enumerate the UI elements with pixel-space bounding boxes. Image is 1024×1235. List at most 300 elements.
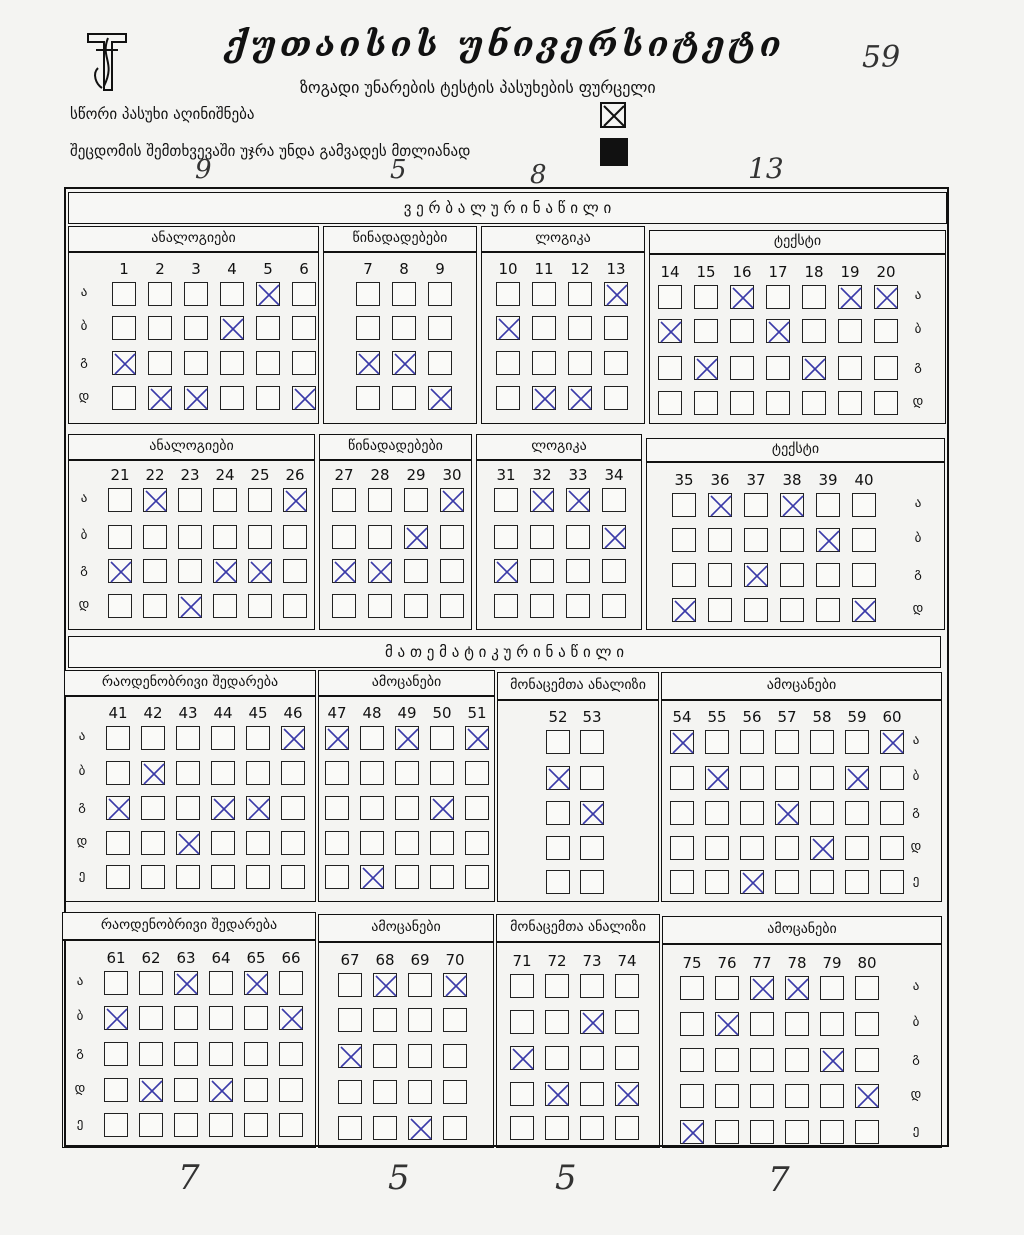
answer-box-q63-ა-marked[interactable] bbox=[174, 971, 198, 995]
answer-box-q10-ბ-marked[interactable] bbox=[496, 316, 520, 340]
answer-box-q79-ა[interactable] bbox=[820, 976, 844, 1000]
answer-box-q33-გ[interactable] bbox=[566, 559, 590, 583]
answer-box-q19-ბ[interactable] bbox=[838, 319, 862, 343]
answer-box-q12-ა[interactable] bbox=[568, 282, 592, 306]
answer-box-q62-ე[interactable] bbox=[139, 1113, 163, 1137]
answer-box-q2-ა[interactable] bbox=[148, 282, 172, 306]
answer-box-q63-ბ[interactable] bbox=[174, 1006, 198, 1030]
answer-box-q78-ა-marked[interactable] bbox=[785, 976, 809, 1000]
answer-box-q6-ა[interactable] bbox=[292, 282, 316, 306]
answer-box-q37-ბ[interactable] bbox=[744, 528, 768, 552]
answer-box-q30-ბ[interactable] bbox=[440, 525, 464, 549]
answer-box-q40-ა[interactable] bbox=[852, 493, 876, 517]
answer-box-q54-ა-marked[interactable] bbox=[670, 730, 694, 754]
answer-box-q29-ბ-marked[interactable] bbox=[404, 525, 428, 549]
answer-box-q26-ბ[interactable] bbox=[283, 525, 307, 549]
answer-box-q75-გ[interactable] bbox=[680, 1048, 704, 1072]
answer-box-q67-ა[interactable] bbox=[338, 973, 362, 997]
answer-box-q52-ა[interactable] bbox=[546, 730, 570, 754]
answer-box-q61-დ[interactable] bbox=[104, 1078, 128, 1102]
answer-box-q42-ე[interactable] bbox=[141, 865, 165, 889]
answer-box-q31-გ-marked[interactable] bbox=[494, 559, 518, 583]
answer-box-q42-დ[interactable] bbox=[141, 831, 165, 855]
answer-box-q53-დ[interactable] bbox=[580, 836, 604, 860]
answer-box-q2-ბ[interactable] bbox=[148, 316, 172, 340]
answer-box-q51-ა-marked[interactable] bbox=[465, 726, 489, 750]
answer-box-q39-ა[interactable] bbox=[816, 493, 840, 517]
answer-box-q22-დ[interactable] bbox=[143, 594, 167, 618]
answer-box-q9-გ[interactable] bbox=[428, 351, 452, 375]
answer-box-q71-დ[interactable] bbox=[510, 1082, 534, 1106]
answer-box-q59-ე[interactable] bbox=[845, 870, 869, 894]
answer-box-q15-დ[interactable] bbox=[694, 391, 718, 415]
answer-box-q77-ე[interactable] bbox=[750, 1120, 774, 1144]
answer-box-q79-ე[interactable] bbox=[820, 1120, 844, 1144]
answer-box-q42-ბ-marked[interactable] bbox=[141, 761, 165, 785]
answer-box-q66-ბ-marked[interactable] bbox=[279, 1006, 303, 1030]
answer-box-q32-გ[interactable] bbox=[530, 559, 554, 583]
answer-box-q74-ა[interactable] bbox=[615, 974, 639, 998]
answer-box-q22-ბ[interactable] bbox=[143, 525, 167, 549]
answer-box-q21-ბ[interactable] bbox=[108, 525, 132, 549]
answer-box-q3-დ-marked[interactable] bbox=[184, 386, 208, 410]
answer-box-q3-ა[interactable] bbox=[184, 282, 208, 306]
answer-box-q5-გ[interactable] bbox=[256, 351, 280, 375]
answer-box-q7-დ[interactable] bbox=[356, 386, 380, 410]
answer-box-q30-დ[interactable] bbox=[440, 594, 464, 618]
answer-box-q68-ა-marked[interactable] bbox=[373, 973, 397, 997]
answer-box-q44-ბ[interactable] bbox=[211, 761, 235, 785]
answer-box-q73-ბ-marked[interactable] bbox=[580, 1010, 604, 1034]
answer-box-q76-ე[interactable] bbox=[715, 1120, 739, 1144]
answer-box-q70-ბ[interactable] bbox=[443, 1008, 467, 1032]
answer-box-q49-ა-marked[interactable] bbox=[395, 726, 419, 750]
answer-box-q6-გ[interactable] bbox=[292, 351, 316, 375]
answer-box-q1-გ-marked[interactable] bbox=[112, 351, 136, 375]
answer-box-q47-ე[interactable] bbox=[325, 865, 349, 889]
answer-box-q76-დ[interactable] bbox=[715, 1084, 739, 1108]
answer-box-q70-ე[interactable] bbox=[443, 1116, 467, 1140]
answer-box-q23-დ-marked[interactable] bbox=[178, 594, 202, 618]
answer-box-q55-ბ-marked[interactable] bbox=[705, 766, 729, 790]
answer-box-q34-ბ-marked[interactable] bbox=[602, 525, 626, 549]
answer-box-q8-დ[interactable] bbox=[392, 386, 416, 410]
answer-box-q50-დ[interactable] bbox=[430, 831, 454, 855]
answer-box-q43-დ-marked[interactable] bbox=[176, 831, 200, 855]
answer-box-q58-გ[interactable] bbox=[810, 801, 834, 825]
answer-box-q52-დ[interactable] bbox=[546, 836, 570, 860]
answer-box-q25-გ-marked[interactable] bbox=[248, 559, 272, 583]
answer-box-q55-ე[interactable] bbox=[705, 870, 729, 894]
answer-box-q80-დ-marked[interactable] bbox=[855, 1084, 879, 1108]
answer-box-q9-ა[interactable] bbox=[428, 282, 452, 306]
answer-box-q55-დ[interactable] bbox=[705, 836, 729, 860]
answer-box-q5-ა-marked[interactable] bbox=[256, 282, 280, 306]
answer-box-q3-ბ[interactable] bbox=[184, 316, 208, 340]
answer-box-q10-გ[interactable] bbox=[496, 351, 520, 375]
answer-box-q38-ა-marked[interactable] bbox=[780, 493, 804, 517]
answer-box-q25-დ[interactable] bbox=[248, 594, 272, 618]
answer-box-q57-ბ[interactable] bbox=[775, 766, 799, 790]
answer-box-q29-გ[interactable] bbox=[404, 559, 428, 583]
answer-box-q55-ა[interactable] bbox=[705, 730, 729, 754]
answer-box-q77-დ[interactable] bbox=[750, 1084, 774, 1108]
answer-box-q69-ა[interactable] bbox=[408, 973, 432, 997]
answer-box-q54-ბ[interactable] bbox=[670, 766, 694, 790]
answer-box-q5-დ[interactable] bbox=[256, 386, 280, 410]
answer-box-q69-გ[interactable] bbox=[408, 1044, 432, 1068]
answer-box-q31-დ[interactable] bbox=[494, 594, 518, 618]
answer-box-q69-ბ[interactable] bbox=[408, 1008, 432, 1032]
answer-box-q50-ა[interactable] bbox=[430, 726, 454, 750]
answer-box-q76-ბ-marked[interactable] bbox=[715, 1012, 739, 1036]
answer-box-q77-გ[interactable] bbox=[750, 1048, 774, 1072]
answer-box-q65-გ[interactable] bbox=[244, 1042, 268, 1066]
answer-box-q7-ბ[interactable] bbox=[356, 316, 380, 340]
answer-box-q43-ე[interactable] bbox=[176, 865, 200, 889]
answer-box-q49-გ[interactable] bbox=[395, 796, 419, 820]
answer-box-q14-დ[interactable] bbox=[658, 391, 682, 415]
answer-box-q47-გ[interactable] bbox=[325, 796, 349, 820]
answer-box-q32-ბ[interactable] bbox=[530, 525, 554, 549]
answer-box-q24-ა[interactable] bbox=[213, 488, 237, 512]
answer-box-q19-გ[interactable] bbox=[838, 356, 862, 380]
answer-box-q51-ბ[interactable] bbox=[465, 761, 489, 785]
answer-box-q39-დ[interactable] bbox=[816, 598, 840, 622]
answer-box-q59-ა[interactable] bbox=[845, 730, 869, 754]
answer-box-q15-გ-marked[interactable] bbox=[694, 356, 718, 380]
answer-box-q66-ე[interactable] bbox=[279, 1113, 303, 1137]
answer-box-q57-გ-marked[interactable] bbox=[775, 801, 799, 825]
answer-box-q45-ბ[interactable] bbox=[246, 761, 270, 785]
answer-box-q11-დ-marked[interactable] bbox=[532, 386, 556, 410]
answer-box-q46-ბ[interactable] bbox=[281, 761, 305, 785]
answer-box-q72-ბ[interactable] bbox=[545, 1010, 569, 1034]
answer-box-q32-ა-marked[interactable] bbox=[530, 488, 554, 512]
answer-box-q44-ე[interactable] bbox=[211, 865, 235, 889]
answer-box-q45-ე[interactable] bbox=[246, 865, 270, 889]
answer-box-q65-დ[interactable] bbox=[244, 1078, 268, 1102]
answer-box-q71-ა[interactable] bbox=[510, 974, 534, 998]
answer-box-q6-დ-marked[interactable] bbox=[292, 386, 316, 410]
answer-box-q18-ბ[interactable] bbox=[802, 319, 826, 343]
answer-box-q25-ა[interactable] bbox=[248, 488, 272, 512]
answer-box-q39-გ[interactable] bbox=[816, 563, 840, 587]
answer-box-q54-გ[interactable] bbox=[670, 801, 694, 825]
answer-box-q47-დ[interactable] bbox=[325, 831, 349, 855]
answer-box-q13-ა-marked[interactable] bbox=[604, 282, 628, 306]
answer-box-q33-ა-marked[interactable] bbox=[566, 488, 590, 512]
answer-box-q61-ბ-marked[interactable] bbox=[104, 1006, 128, 1030]
answer-box-q64-ბ[interactable] bbox=[209, 1006, 233, 1030]
answer-box-q21-დ[interactable] bbox=[108, 594, 132, 618]
answer-box-q9-დ-marked[interactable] bbox=[428, 386, 452, 410]
answer-box-q73-გ[interactable] bbox=[580, 1046, 604, 1070]
answer-box-q74-გ[interactable] bbox=[615, 1046, 639, 1070]
answer-box-q42-გ[interactable] bbox=[141, 796, 165, 820]
answer-box-q64-ე[interactable] bbox=[209, 1113, 233, 1137]
answer-box-q64-ა[interactable] bbox=[209, 971, 233, 995]
answer-box-q67-გ-marked[interactable] bbox=[338, 1044, 362, 1068]
answer-box-q76-გ[interactable] bbox=[715, 1048, 739, 1072]
answer-box-q64-გ[interactable] bbox=[209, 1042, 233, 1066]
answer-box-q66-დ[interactable] bbox=[279, 1078, 303, 1102]
answer-box-q15-ა[interactable] bbox=[694, 285, 718, 309]
answer-box-q52-გ[interactable] bbox=[546, 801, 570, 825]
answer-box-q29-ა[interactable] bbox=[404, 488, 428, 512]
answer-box-q52-ბ-marked[interactable] bbox=[546, 766, 570, 790]
answer-box-q53-ე[interactable] bbox=[580, 870, 604, 894]
answer-box-q17-ა[interactable] bbox=[766, 285, 790, 309]
answer-box-q43-ა[interactable] bbox=[176, 726, 200, 750]
answer-box-q79-გ-marked[interactable] bbox=[820, 1048, 844, 1072]
answer-box-q12-ბ[interactable] bbox=[568, 316, 592, 340]
answer-box-q66-ა[interactable] bbox=[279, 971, 303, 995]
answer-box-q13-დ[interactable] bbox=[604, 386, 628, 410]
answer-box-q35-ა[interactable] bbox=[672, 493, 696, 517]
answer-box-q72-გ[interactable] bbox=[545, 1046, 569, 1070]
answer-box-q71-გ-marked[interactable] bbox=[510, 1046, 534, 1070]
answer-box-q67-დ[interactable] bbox=[338, 1080, 362, 1104]
answer-box-q6-ბ[interactable] bbox=[292, 316, 316, 340]
answer-box-q17-გ[interactable] bbox=[766, 356, 790, 380]
answer-box-q70-გ[interactable] bbox=[443, 1044, 467, 1068]
answer-box-q20-ა-marked[interactable] bbox=[874, 285, 898, 309]
answer-box-q14-გ[interactable] bbox=[658, 356, 682, 380]
answer-box-q43-გ[interactable] bbox=[176, 796, 200, 820]
answer-box-q22-გ[interactable] bbox=[143, 559, 167, 583]
answer-box-q49-დ[interactable] bbox=[395, 831, 419, 855]
answer-box-q37-ა[interactable] bbox=[744, 493, 768, 517]
answer-box-q28-ბ[interactable] bbox=[368, 525, 392, 549]
answer-box-q4-ბ-marked[interactable] bbox=[220, 316, 244, 340]
answer-box-q8-გ-marked[interactable] bbox=[392, 351, 416, 375]
answer-box-q2-გ[interactable] bbox=[148, 351, 172, 375]
answer-box-q27-ბ[interactable] bbox=[332, 525, 356, 549]
answer-box-q65-ე[interactable] bbox=[244, 1113, 268, 1137]
answer-box-q45-გ-marked[interactable] bbox=[246, 796, 270, 820]
answer-box-q9-ბ[interactable] bbox=[428, 316, 452, 340]
answer-box-q67-ე[interactable] bbox=[338, 1116, 362, 1140]
answer-box-q21-ა[interactable] bbox=[108, 488, 132, 512]
answer-box-q78-გ[interactable] bbox=[785, 1048, 809, 1072]
answer-box-q60-გ[interactable] bbox=[880, 801, 904, 825]
answer-box-q59-დ[interactable] bbox=[845, 836, 869, 860]
answer-box-q62-ა[interactable] bbox=[139, 971, 163, 995]
answer-box-q14-ბ-marked[interactable] bbox=[658, 319, 682, 343]
answer-box-q13-გ[interactable] bbox=[604, 351, 628, 375]
answer-box-q25-ბ[interactable] bbox=[248, 525, 272, 549]
answer-box-q42-ა[interactable] bbox=[141, 726, 165, 750]
answer-box-q48-ბ[interactable] bbox=[360, 761, 384, 785]
answer-box-q62-ბ[interactable] bbox=[139, 1006, 163, 1030]
answer-box-q38-ბ[interactable] bbox=[780, 528, 804, 552]
answer-box-q1-ბ[interactable] bbox=[112, 316, 136, 340]
answer-box-q62-გ[interactable] bbox=[139, 1042, 163, 1066]
answer-box-q74-ე[interactable] bbox=[615, 1116, 639, 1140]
answer-box-q29-დ[interactable] bbox=[404, 594, 428, 618]
answer-box-q47-ბ[interactable] bbox=[325, 761, 349, 785]
answer-box-q34-ა[interactable] bbox=[602, 488, 626, 512]
answer-box-q34-გ[interactable] bbox=[602, 559, 626, 583]
answer-box-q75-დ[interactable] bbox=[680, 1084, 704, 1108]
answer-box-q77-ა-marked[interactable] bbox=[750, 976, 774, 1000]
answer-box-q27-ა[interactable] bbox=[332, 488, 356, 512]
answer-box-q56-გ[interactable] bbox=[740, 801, 764, 825]
answer-box-q53-ბ[interactable] bbox=[580, 766, 604, 790]
answer-box-q37-გ-marked[interactable] bbox=[744, 563, 768, 587]
answer-box-q14-ა[interactable] bbox=[658, 285, 682, 309]
answer-box-q31-ბ[interactable] bbox=[494, 525, 518, 549]
answer-box-q69-დ[interactable] bbox=[408, 1080, 432, 1104]
answer-box-q24-ბ[interactable] bbox=[213, 525, 237, 549]
answer-box-q28-ა[interactable] bbox=[368, 488, 392, 512]
answer-box-q31-ა[interactable] bbox=[494, 488, 518, 512]
answer-box-q54-ე[interactable] bbox=[670, 870, 694, 894]
answer-box-q64-დ-marked[interactable] bbox=[209, 1078, 233, 1102]
answer-box-q58-ე[interactable] bbox=[810, 870, 834, 894]
answer-box-q28-დ[interactable] bbox=[368, 594, 392, 618]
answer-box-q41-დ[interactable] bbox=[106, 831, 130, 855]
answer-box-q58-ა[interactable] bbox=[810, 730, 834, 754]
answer-box-q72-დ-marked[interactable] bbox=[545, 1082, 569, 1106]
answer-box-q79-ბ[interactable] bbox=[820, 1012, 844, 1036]
answer-box-q71-ე[interactable] bbox=[510, 1116, 534, 1140]
answer-box-q33-ბ[interactable] bbox=[566, 525, 590, 549]
answer-box-q63-დ[interactable] bbox=[174, 1078, 198, 1102]
answer-box-q75-ა[interactable] bbox=[680, 976, 704, 1000]
answer-box-q70-დ[interactable] bbox=[443, 1080, 467, 1104]
answer-box-q71-ბ[interactable] bbox=[510, 1010, 534, 1034]
answer-box-q80-გ[interactable] bbox=[855, 1048, 879, 1072]
answer-box-q13-ბ[interactable] bbox=[604, 316, 628, 340]
answer-box-q7-ა[interactable] bbox=[356, 282, 380, 306]
answer-box-q28-გ-marked[interactable] bbox=[368, 559, 392, 583]
answer-box-q74-ბ[interactable] bbox=[615, 1010, 639, 1034]
answer-box-q63-გ[interactable] bbox=[174, 1042, 198, 1066]
answer-box-q27-გ-marked[interactable] bbox=[332, 559, 356, 583]
answer-box-q60-ბ[interactable] bbox=[880, 766, 904, 790]
answer-box-q50-ბ[interactable] bbox=[430, 761, 454, 785]
answer-box-q48-გ[interactable] bbox=[360, 796, 384, 820]
answer-box-q8-ბ[interactable] bbox=[392, 316, 416, 340]
answer-box-q44-ა[interactable] bbox=[211, 726, 235, 750]
answer-box-q20-ბ[interactable] bbox=[874, 319, 898, 343]
answer-box-q11-ა[interactable] bbox=[532, 282, 556, 306]
answer-box-q27-დ[interactable] bbox=[332, 594, 356, 618]
answer-box-q24-გ-marked[interactable] bbox=[213, 559, 237, 583]
answer-box-q38-დ[interactable] bbox=[780, 598, 804, 622]
answer-box-q41-ე[interactable] bbox=[106, 865, 130, 889]
answer-box-q39-ბ-marked[interactable] bbox=[816, 528, 840, 552]
answer-box-q23-გ[interactable] bbox=[178, 559, 202, 583]
answer-box-q56-ე-marked[interactable] bbox=[740, 870, 764, 894]
answer-box-q26-დ[interactable] bbox=[283, 594, 307, 618]
answer-box-q16-დ[interactable] bbox=[730, 391, 754, 415]
answer-box-q44-დ[interactable] bbox=[211, 831, 235, 855]
answer-box-q23-ბ[interactable] bbox=[178, 525, 202, 549]
answer-box-q41-ბ[interactable] bbox=[106, 761, 130, 785]
answer-box-q44-გ-marked[interactable] bbox=[211, 796, 235, 820]
answer-box-q78-ბ[interactable] bbox=[785, 1012, 809, 1036]
answer-box-q68-დ[interactable] bbox=[373, 1080, 397, 1104]
answer-box-q11-გ[interactable] bbox=[532, 351, 556, 375]
answer-box-q72-ა[interactable] bbox=[545, 974, 569, 998]
answer-box-q60-დ[interactable] bbox=[880, 836, 904, 860]
answer-box-q36-დ[interactable] bbox=[708, 598, 732, 622]
answer-box-q75-ბ[interactable] bbox=[680, 1012, 704, 1036]
answer-box-q18-ა[interactable] bbox=[802, 285, 826, 309]
answer-box-q18-გ-marked[interactable] bbox=[802, 356, 826, 380]
answer-box-q66-გ[interactable] bbox=[279, 1042, 303, 1066]
answer-box-q36-ა-marked[interactable] bbox=[708, 493, 732, 517]
answer-box-q57-დ[interactable] bbox=[775, 836, 799, 860]
answer-box-q68-ე[interactable] bbox=[373, 1116, 397, 1140]
answer-box-q30-ა-marked[interactable] bbox=[440, 488, 464, 512]
answer-box-q61-ა[interactable] bbox=[104, 971, 128, 995]
answer-box-q1-დ[interactable] bbox=[112, 386, 136, 410]
answer-box-q49-ბ[interactable] bbox=[395, 761, 419, 785]
answer-box-q62-დ-marked[interactable] bbox=[139, 1078, 163, 1102]
answer-box-q15-ბ[interactable] bbox=[694, 319, 718, 343]
answer-box-q40-გ[interactable] bbox=[852, 563, 876, 587]
answer-box-q20-დ[interactable] bbox=[874, 391, 898, 415]
answer-box-q32-დ[interactable] bbox=[530, 594, 554, 618]
answer-box-q43-ბ[interactable] bbox=[176, 761, 200, 785]
answer-box-q8-ა[interactable] bbox=[392, 282, 416, 306]
answer-box-q56-ბ[interactable] bbox=[740, 766, 764, 790]
answer-box-q76-ა[interactable] bbox=[715, 976, 739, 1000]
answer-box-q49-ე[interactable] bbox=[395, 865, 419, 889]
answer-box-q51-გ[interactable] bbox=[465, 796, 489, 820]
answer-box-q57-ა[interactable] bbox=[775, 730, 799, 754]
answer-box-q63-ე[interactable] bbox=[174, 1113, 198, 1137]
answer-box-q17-დ[interactable] bbox=[766, 391, 790, 415]
answer-box-q10-ა[interactable] bbox=[496, 282, 520, 306]
answer-box-q75-ე-marked[interactable] bbox=[680, 1120, 704, 1144]
answer-box-q74-დ-marked[interactable] bbox=[615, 1082, 639, 1106]
answer-box-q47-ა-marked[interactable] bbox=[325, 726, 349, 750]
answer-box-q37-დ[interactable] bbox=[744, 598, 768, 622]
answer-box-q11-ბ[interactable] bbox=[532, 316, 556, 340]
answer-box-q17-ბ-marked[interactable] bbox=[766, 319, 790, 343]
answer-box-q22-ა-marked[interactable] bbox=[143, 488, 167, 512]
answer-box-q77-ბ[interactable] bbox=[750, 1012, 774, 1036]
answer-box-q51-დ[interactable] bbox=[465, 831, 489, 855]
answer-box-q16-ა-marked[interactable] bbox=[730, 285, 754, 309]
answer-box-q72-ე[interactable] bbox=[545, 1116, 569, 1140]
answer-box-q48-ე-marked[interactable] bbox=[360, 865, 384, 889]
answer-box-q35-ბ[interactable] bbox=[672, 528, 696, 552]
answer-box-q70-ა-marked[interactable] bbox=[443, 973, 467, 997]
answer-box-q46-გ[interactable] bbox=[281, 796, 305, 820]
answer-box-q61-ე[interactable] bbox=[104, 1113, 128, 1137]
answer-box-q40-ბ[interactable] bbox=[852, 528, 876, 552]
answer-box-q7-გ-marked[interactable] bbox=[356, 351, 380, 375]
answer-box-q16-გ[interactable] bbox=[730, 356, 754, 380]
answer-box-q46-ა-marked[interactable] bbox=[281, 726, 305, 750]
answer-box-q60-ა-marked[interactable] bbox=[880, 730, 904, 754]
answer-box-q52-ე[interactable] bbox=[546, 870, 570, 894]
answer-box-q41-ა[interactable] bbox=[106, 726, 130, 750]
answer-box-q53-ა[interactable] bbox=[580, 730, 604, 754]
answer-box-q40-დ-marked[interactable] bbox=[852, 598, 876, 622]
answer-box-q59-გ[interactable] bbox=[845, 801, 869, 825]
answer-box-q4-დ[interactable] bbox=[220, 386, 244, 410]
answer-box-q46-ე[interactable] bbox=[281, 865, 305, 889]
answer-box-q33-დ[interactable] bbox=[566, 594, 590, 618]
answer-box-q2-დ-marked[interactable] bbox=[148, 386, 172, 410]
